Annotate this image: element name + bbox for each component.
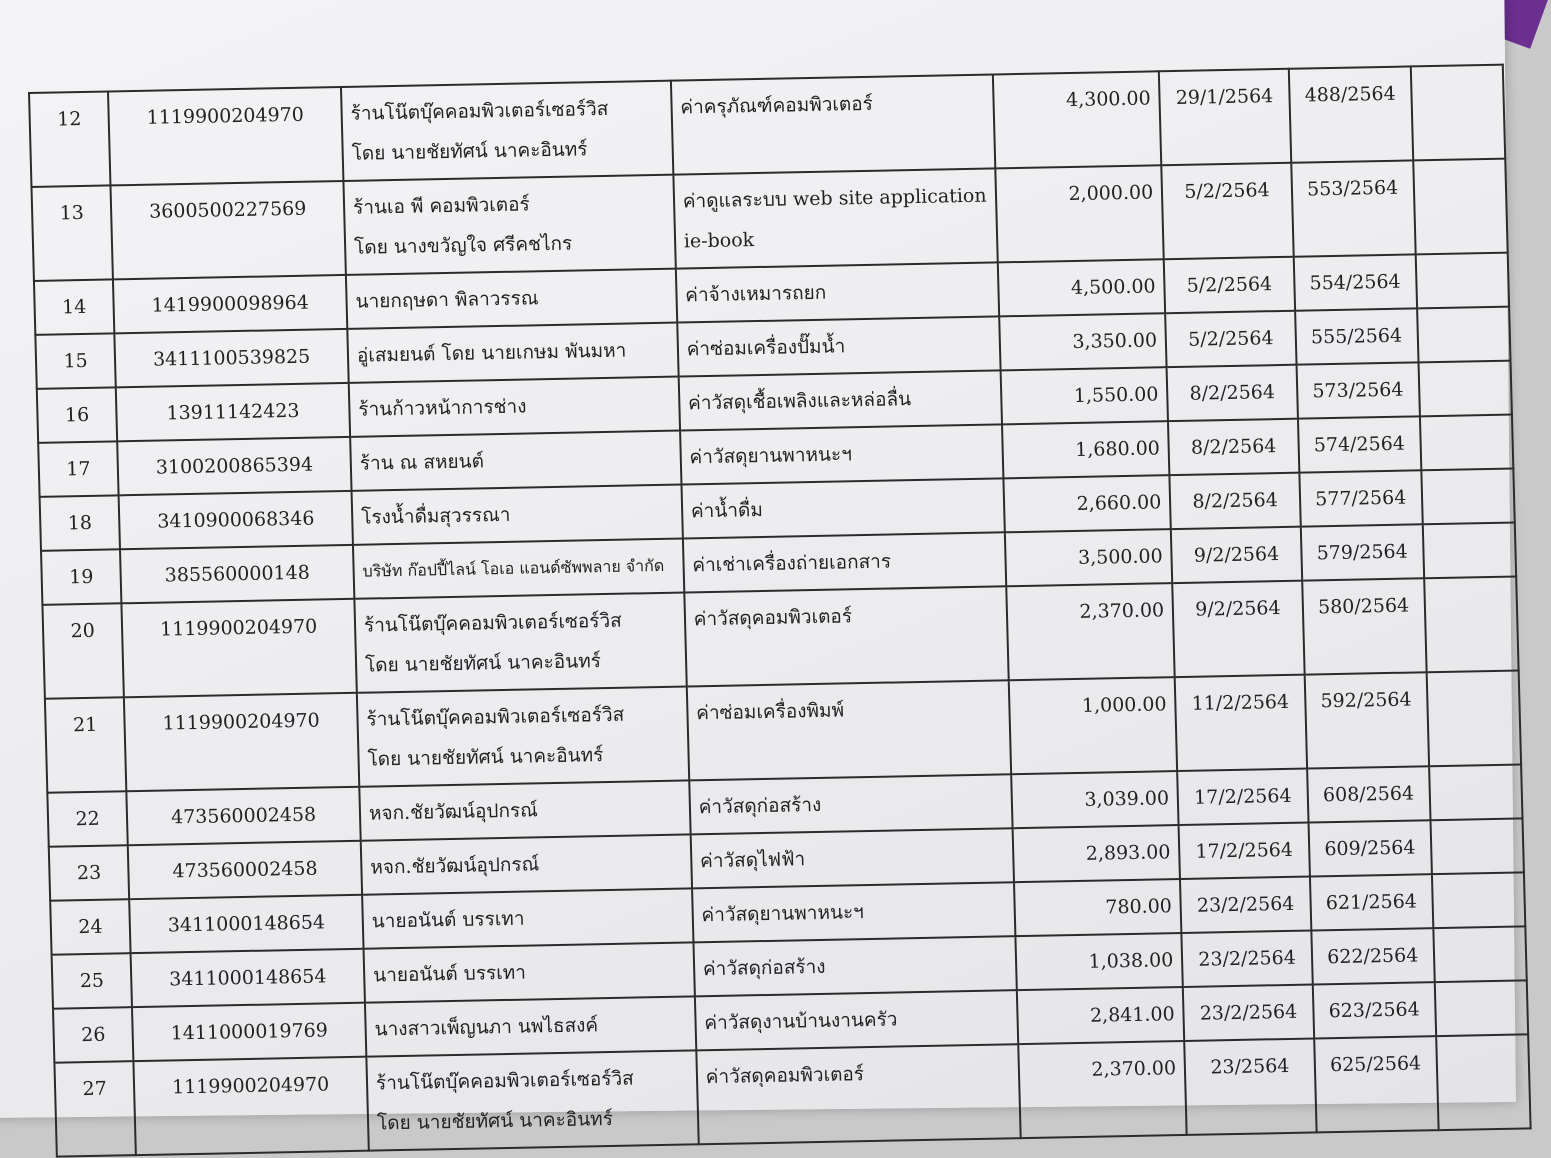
reference-cell: [1294, 254, 1417, 310]
date-cell: [1159, 69, 1291, 165]
description-cell-text: ค่าวัสดุยานพาหนะฯ: [689, 443, 853, 469]
date-cell-text: 23/2/2564: [1196, 892, 1295, 917]
reference-cell: [1314, 1036, 1438, 1132]
reference-cell-text: 622/2564: [1326, 944, 1419, 969]
description-cell-text: ค่าจ้างเหมารถยก: [684, 281, 827, 307]
payee-name-cell-text: ร้านโน๊ตบุ๊คคอมพิวเตอร์เซอร์วิส: [375, 1067, 634, 1095]
remark-cell: [1436, 1034, 1531, 1130]
payee-name-cell: [366, 1050, 698, 1150]
reference-cell-text: 573/2564: [1312, 378, 1404, 403]
row-number-cell-text: 23: [76, 861, 102, 885]
remark-cell: [1429, 764, 1523, 820]
date-cell: [1164, 257, 1295, 313]
tax-id-cell: [116, 383, 350, 441]
reference-cell: [1302, 578, 1426, 674]
tax-id-cell: [131, 949, 365, 1007]
remark-cell: [1419, 415, 1513, 471]
tax-id-cell: [127, 787, 361, 845]
reference-cell-text: 621/2564: [1325, 890, 1418, 915]
tax-id-cell-text: 1419900098964: [151, 291, 310, 317]
remark-cell: [1431, 872, 1525, 928]
remark-cell: [1413, 159, 1508, 255]
description-cell-text: ค่าซ่อมเครื่องปั๊มน้ำ: [686, 335, 846, 361]
reference-cell: [1301, 524, 1424, 580]
tax-id-cell: [115, 329, 349, 387]
payee-name-cell: [346, 269, 677, 329]
date-cell: [1184, 1038, 1316, 1134]
description-cell-text: ค่าซ่อมเครื่องพิมพ์: [695, 699, 845, 725]
amount-cell-text: 780.00: [1105, 895, 1173, 919]
reference-cell: [1291, 160, 1415, 256]
payee-name-cell: [353, 539, 684, 599]
reference-cell-text: 554/2564: [1309, 270, 1401, 295]
date-cell-text: 17/2/2564: [1195, 838, 1294, 863]
reference-cell: [1310, 874, 1433, 930]
description-cell-text: ค่าดูแลระบบ web site application: [682, 184, 987, 213]
reference-cell-text: 623/2564: [1328, 998, 1420, 1023]
remark-cell: [1418, 361, 1512, 417]
tax-id-cell-text: 1119900204970: [162, 709, 320, 735]
payee-name-cell-text: อู่เสมยนต์ โดย นายเกษม พันมหา: [356, 339, 627, 367]
tax-id-cell-text: 3410900068346: [156, 507, 315, 533]
row-number-cell: [35, 333, 116, 389]
row-number-cell-text: 15: [63, 349, 89, 373]
row-number-cell-text: 20: [70, 619, 96, 643]
row-number-cell: [42, 603, 124, 698]
amount-cell-text: 2,000.00: [1068, 181, 1154, 206]
amount-cell: [1000, 367, 1168, 424]
amount-cell: [1003, 475, 1171, 532]
payee-name-cell-text: บริษัท ก๊อปปี้ไลน์ โอเอ แอนด์ซัพพลาย จำกัด: [362, 555, 665, 581]
reference-cell: [1289, 66, 1413, 162]
remark-cell: [1422, 523, 1516, 579]
row-number-cell: [45, 697, 127, 792]
payee-name-cell-text: ร้านเอ พี คอมพิวเตอร์: [352, 193, 531, 219]
row-number-cell-text: 25: [79, 969, 105, 993]
reference-cell: [1296, 362, 1419, 418]
row-number-cell: [50, 899, 131, 955]
tax-id-cell: [128, 841, 362, 899]
tax-id-cell: [132, 1003, 366, 1061]
amount-cell-text: 2,660.00: [1076, 491, 1162, 515]
date-cell: [1168, 419, 1299, 475]
date-cell-text: 8/2/2564: [1192, 489, 1279, 513]
tax-id-cell-text: 13911142423: [166, 399, 300, 425]
payee-name-cell-text: นายอนันต์ บรรเทา: [371, 907, 525, 933]
row-number-cell: [29, 91, 111, 186]
description-cell-text: ค่าวัสดุงานบ้านงานครัว: [704, 1008, 898, 1035]
amount-cell: [1018, 1041, 1187, 1138]
tax-id-cell-text: 3100200865394: [155, 453, 314, 479]
row-number-cell-text: 22: [75, 807, 101, 831]
payee-name-cell-text: โดย นางขวัญใจ ศรีคชไกร: [353, 232, 573, 259]
date-cell: [1167, 365, 1298, 421]
row-number-cell-text: 18: [67, 511, 93, 535]
amount-cell-text: 2,893.00: [1085, 841, 1171, 865]
date-cell-text: 9/2/2564: [1193, 543, 1280, 567]
row-number-cell: [41, 549, 122, 605]
payee-name-cell-text: ร้านโน๊ตบุ๊คคอมพิวเตอร์เซอร์วิส: [350, 97, 609, 125]
payee-name-cell: [357, 686, 689, 786]
date-cell-text: 8/2/2564: [1189, 381, 1276, 405]
payee-name-cell-text: ร้านก้าวหน้าการช่าง: [358, 395, 527, 421]
date-cell: [1175, 675, 1307, 771]
date-cell: [1171, 527, 1302, 583]
row-number-cell: [31, 185, 113, 280]
tax-id-cell: [119, 491, 353, 549]
description-cell: [687, 680, 1011, 780]
reference-cell-text: 577/2564: [1314, 486, 1407, 511]
description-cell: [671, 74, 995, 174]
date-cell-text: 17/2/2564: [1193, 784, 1292, 809]
row-number-cell: [37, 387, 118, 443]
amount-cell-text: 2,370.00: [1079, 599, 1165, 623]
amount-cell: [1004, 529, 1172, 586]
row-number-cell-text: 27: [82, 1077, 108, 1101]
row-number-cell-text: 14: [61, 295, 87, 319]
remark-cell: [1415, 253, 1509, 309]
description-cell: [677, 316, 1000, 376]
tax-id-cell: [113, 275, 347, 333]
payee-name-cell: [343, 175, 675, 275]
amount-cell-text: 1,550.00: [1073, 383, 1159, 407]
description-cell-text: ค่าวัสดุคอมพิวเตอร์: [705, 1063, 865, 1089]
reference-cell-text: 609/2564: [1324, 836, 1416, 861]
payee-name-cell-text: นายอนันต์ บรรเทา: [372, 961, 527, 987]
tax-id-cell: [134, 1057, 369, 1155]
reference-cell: [1299, 470, 1422, 526]
date-cell-text: 23/2/2564: [1198, 946, 1297, 971]
remark-cell: [1424, 577, 1519, 673]
remark-cell: [1421, 469, 1515, 525]
date-cell-text: 23/2564: [1210, 1054, 1290, 1079]
payee-name-cell: [362, 888, 693, 948]
row-number-cell-text: 16: [64, 403, 90, 427]
amount-cell-text: 1,038.00: [1088, 949, 1174, 973]
row-number-cell: [49, 845, 130, 901]
date-cell-text: 11/2/2564: [1191, 690, 1290, 715]
description-cell: [684, 586, 1008, 686]
date-cell: [1180, 877, 1311, 933]
amount-cell-text: 2,370.00: [1091, 1057, 1177, 1081]
reference-cell-text: 555/2564: [1310, 324, 1403, 349]
reference-cell-text: 579/2564: [1316, 540, 1408, 565]
payee-name-cell-text: ร้านโน๊ตบุ๊คคอมพิวเตอร์เซอร์วิส: [363, 609, 623, 637]
reference-cell-text: 488/2564: [1304, 82, 1396, 107]
payee-name-cell: [341, 81, 673, 181]
date-cell: [1182, 931, 1313, 987]
reference-cell: [1313, 982, 1436, 1038]
description-cell: [695, 990, 1018, 1050]
description-cell: [678, 370, 1001, 430]
date-cell-text: 9/2/2564: [1194, 597, 1281, 621]
date-cell-text: 5/2/2564: [1184, 179, 1270, 203]
description-cell: [673, 168, 997, 268]
tax-id-cell-text: 473560002458: [172, 857, 318, 883]
date-cell: [1170, 473, 1301, 529]
tax-id-cell-text: 3411000148654: [168, 965, 327, 991]
remark-cell: [1434, 980, 1528, 1036]
description-cell: [690, 828, 1013, 888]
amount-cell: [1011, 771, 1179, 828]
reference-cell-text: 580/2564: [1317, 594, 1410, 619]
payee-name-cell: [359, 780, 690, 840]
tax-id-cell-text: 1119900204970: [159, 615, 318, 641]
description-cell-text: ค่าครุภัณฑ์คอมพิวเตอร์: [680, 92, 874, 119]
row-number-cell: [47, 791, 128, 847]
remark-cell: [1410, 65, 1505, 161]
date-cell: [1177, 769, 1308, 825]
description-cell-text: ค่าเช่าเครื่องถ่ายเอกสาร: [692, 550, 892, 577]
tax-id-cell: [129, 895, 363, 953]
amount-cell: [1008, 677, 1177, 774]
row-number-cell-text: 12: [56, 107, 82, 131]
amount-cell: [1015, 933, 1183, 990]
amount-cell-text: 3,350.00: [1072, 329, 1158, 353]
payee-name-cell-text: โดย นายชัยทัศน์ นาคะอินทร์: [376, 1107, 614, 1135]
payee-name-cell: [349, 377, 680, 437]
amount-cell-text: 1,000.00: [1081, 693, 1167, 717]
payee-name-cell: [365, 996, 696, 1056]
payee-name-cell-text: โดย นายชัยทัศน์ นาคะอินทร์: [364, 650, 602, 677]
amount-cell-text: 3,039.00: [1084, 787, 1170, 811]
payee-name-cell-text: ร้าน ณ สหยนต์: [359, 450, 485, 475]
amount-cell: [995, 165, 1164, 262]
date-cell-text: 29/1/2564: [1175, 85, 1274, 109]
reference-cell-text: 608/2564: [1322, 782, 1415, 807]
row-number-cell: [52, 953, 133, 1009]
reference-cell-text: 574/2564: [1313, 432, 1406, 457]
description-cell: [680, 424, 1003, 484]
amount-cell: [1006, 583, 1175, 680]
reference-cell: [1307, 766, 1430, 822]
date-cell: [1161, 163, 1293, 259]
tax-id-cell-text: 3411100539825: [152, 345, 311, 371]
ledger-table: [28, 64, 1532, 1158]
reference-cell: [1295, 308, 1418, 364]
description-cell: [689, 774, 1012, 834]
tax-id-cell-text: 1411000019769: [170, 1019, 329, 1045]
row-number-cell-text: 26: [80, 1023, 106, 1047]
payee-name-cell: [354, 592, 686, 692]
date-cell: [1172, 581, 1304, 677]
tax-id-cell: [122, 599, 357, 697]
reference-cell: [1308, 820, 1431, 876]
description-cell-text: ค่าวัสดุก่อสร้าง: [702, 955, 826, 981]
row-number-cell: [34, 279, 115, 335]
date-cell-text: 5/2/2564: [1187, 327, 1274, 351]
amount-cell: [1002, 421, 1170, 478]
tax-id-cell-text: 473560002458: [170, 803, 317, 829]
payee-name-cell-text: หจก.ชัยวัฒน์อุปกรณ์: [368, 799, 539, 825]
row-number-cell: [54, 1061, 136, 1156]
tax-id-cell-text: 1119900204970: [146, 103, 305, 129]
description-cell: [696, 1044, 1020, 1144]
remark-cell: [1430, 818, 1524, 874]
date-cell: [1183, 985, 1314, 1041]
amount-cell-text: 4,300.00: [1065, 87, 1151, 112]
remark-cell: [1426, 670, 1521, 766]
row-number-cell-text: 17: [66, 457, 91, 481]
ledger-table-wrap: [28, 64, 1532, 1158]
reference-cell: [1311, 928, 1434, 984]
payee-name-cell: [350, 431, 681, 491]
row-number-cell-text: 21: [72, 713, 98, 737]
remark-cell: [1433, 926, 1527, 982]
description-cell: [676, 262, 999, 322]
payee-name-cell-text: โดย นายชัยทัศน์ นาคะอินทร์: [367, 744, 604, 771]
row-number-cell: [38, 441, 119, 497]
row-number-cell-text: 13: [59, 201, 85, 225]
description-cell-text: ค่าวัสดุยานพาหนะฯ: [701, 901, 865, 927]
amount-cell: [1016, 987, 1184, 1044]
description-cell-text: ค่าวัสดุคอมพิวเตอร์: [693, 605, 853, 631]
reference-cell-text: 592/2564: [1320, 688, 1412, 713]
tax-id-cell-text: 385560000148: [164, 561, 311, 587]
amount-cell: [1014, 879, 1182, 936]
tax-id-cell: [108, 87, 343, 185]
amount-cell: [992, 71, 1161, 168]
amount-cell: [997, 259, 1165, 316]
amount-cell: [999, 313, 1167, 370]
date-cell-text: 23/2/2564: [1199, 1000, 1298, 1025]
amount-cell-text: 2,841.00: [1089, 1003, 1175, 1027]
description-cell: [683, 532, 1006, 592]
tax-id-cell: [124, 693, 359, 791]
payee-name-cell-text: ร้านโน๊ตบุ๊คคอมพิวเตอร์เซอร์วิส: [366, 703, 625, 731]
amount-cell-text: 3,500.00: [1077, 545, 1163, 569]
description-cell-text: ค่าวัสดุไฟฟ้า: [699, 848, 806, 873]
description-cell-text: ค่าวัสดุเชื้อเพลิงและหล่อลื่น: [687, 388, 912, 415]
reference-cell-text: 625/2564: [1329, 1052, 1422, 1077]
payee-name-cell-text: นางสาวเพ็ญนภา นพไธสงค์: [374, 1014, 599, 1041]
date-cell-text: 8/2/2564: [1190, 435, 1277, 459]
row-number-cell: [40, 495, 121, 551]
payee-name-cell: [351, 485, 682, 545]
date-cell: [1179, 823, 1310, 879]
reference-cell-text: 553/2564: [1306, 176, 1399, 201]
row-number-cell-text: 19: [68, 565, 94, 589]
tax-id-cell-text: 3411000148654: [167, 911, 326, 937]
amount-cell-text: 4,500.00: [1070, 275, 1156, 300]
tax-id-cell: [120, 545, 354, 603]
description-cell-text: ie-book: [683, 229, 755, 253]
amount-cell-text: 1,680.00: [1074, 437, 1161, 461]
tax-id-cell: [111, 181, 346, 279]
date-cell: [1165, 311, 1296, 367]
description-cell: [692, 882, 1015, 942]
tax-id-cell: [117, 437, 351, 495]
ledger-body: [29, 65, 1531, 1157]
payee-name-cell: [347, 323, 678, 383]
payee-name-cell-text: โดย นายชัยทัศน์ นาคะอินทร์: [351, 138, 588, 165]
remark-cell: [1417, 307, 1511, 363]
description-cell: [693, 936, 1016, 996]
row-number-cell-text: 24: [78, 915, 103, 939]
description-cell: [681, 478, 1004, 538]
description-cell-text: ค่าน้ำดื่ม: [690, 498, 764, 523]
payee-name-cell-text: นายกฤษดา พิลาวรรณ: [355, 287, 539, 313]
tax-id-cell-text: 1119900204970: [171, 1073, 330, 1099]
description-cell-text: ค่าวัสดุก่อสร้าง: [698, 793, 822, 819]
payee-name-cell: [361, 834, 692, 894]
date-cell-text: 5/2/2564: [1186, 273, 1273, 297]
payee-name-cell-text: หจก.ชัยวัฒน์อุปกรณ์: [370, 853, 540, 879]
amount-cell: [1012, 825, 1180, 882]
tax-id-cell-text: 3600500227569: [148, 197, 307, 223]
row-number-cell: [53, 1007, 134, 1063]
payee-name-cell: [363, 942, 694, 1002]
reference-cell: [1305, 672, 1429, 768]
payee-name-cell-text: โรงน้ำดื่มสุวรรณา: [360, 503, 511, 529]
reference-cell: [1298, 416, 1421, 472]
